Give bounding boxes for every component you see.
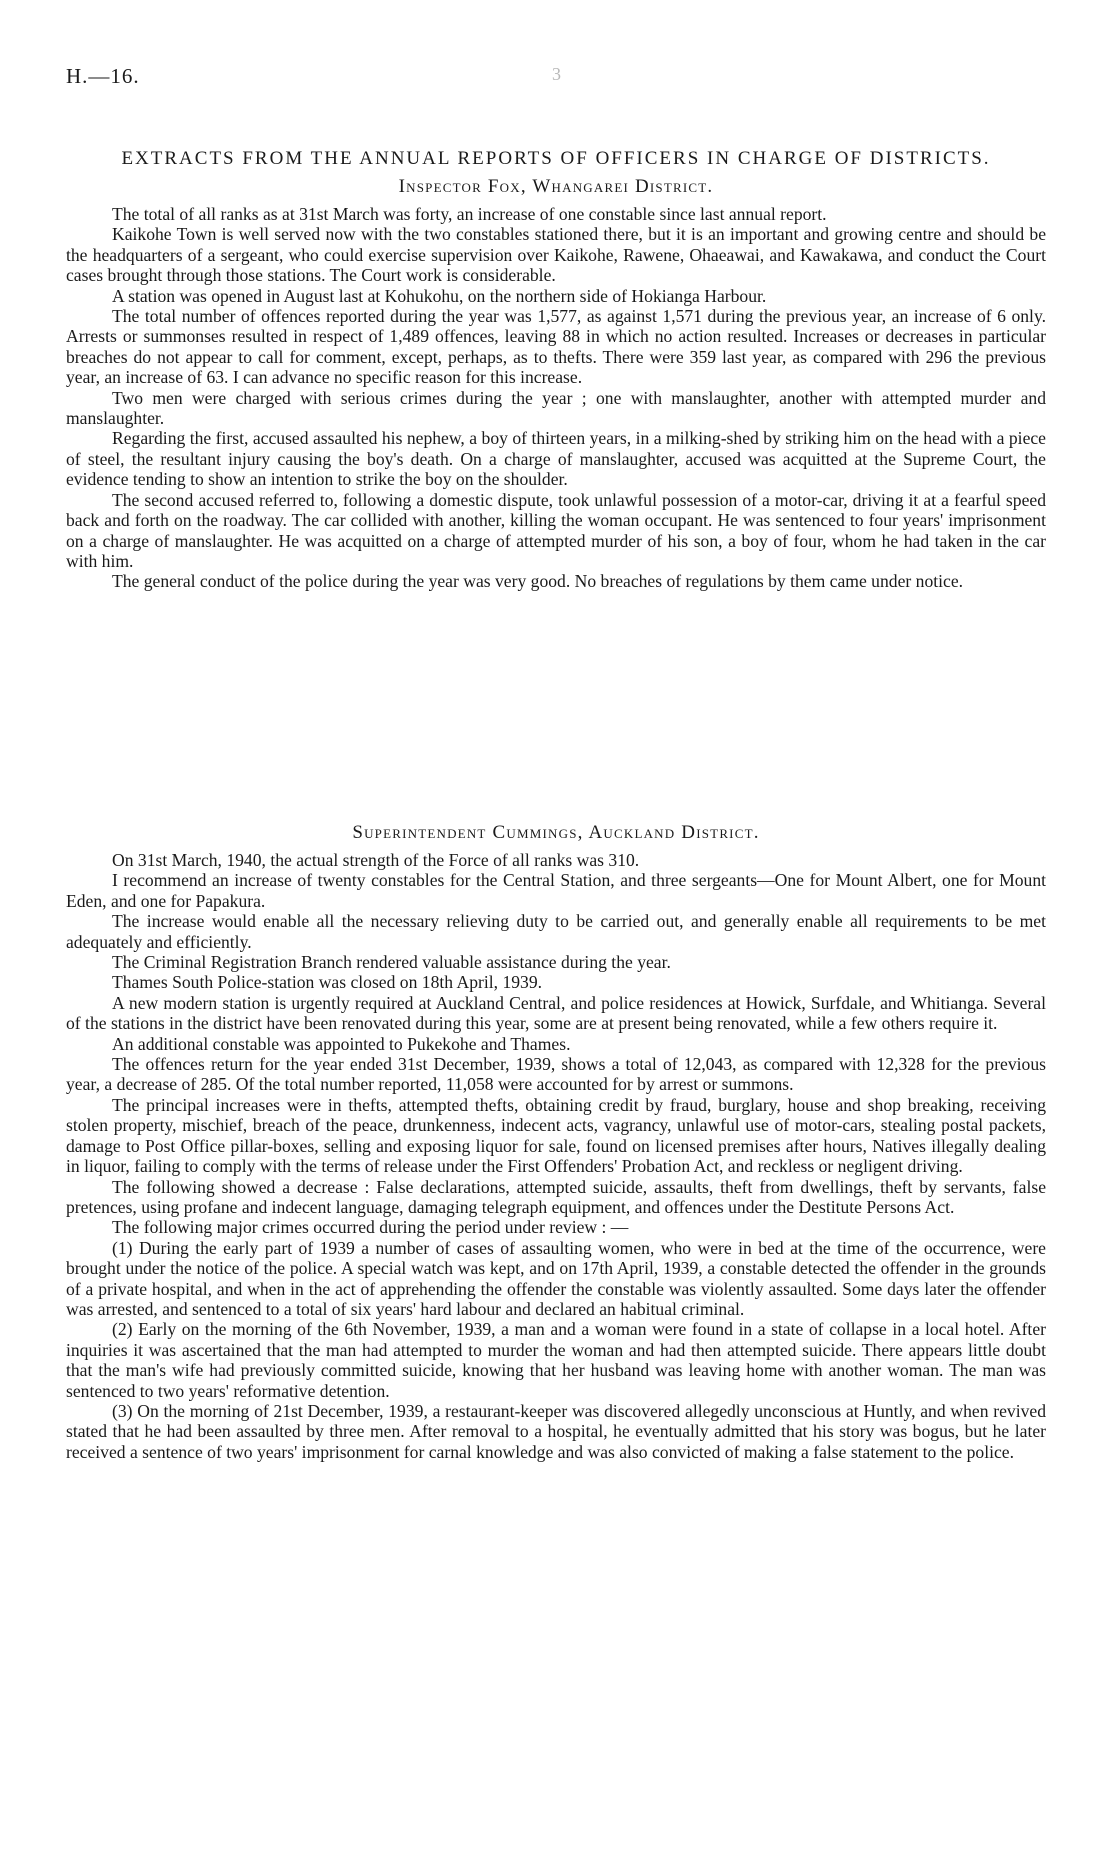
page-number: 3 (552, 64, 561, 84)
section-cummings-auckland (66, 822, 1046, 1462)
paragraph: The general conduct of the police during the year was very good. No breaches of regulations by them came under notice. (112, 571, 964, 592)
paragraph: An additional constable was appointed to Pukekohe and Thames. (112, 1033, 571, 1054)
paragraph: (2) Early on the morning of the 6th November, 1939, a man and a woman were found in a state of collapse in a local hotel. After inquiries it was ascertained that the man had attempted to murder the woman and had then attempted suicide. There appears little doubt that the man's wife had previously committed suicide, knowing that her husband was leaving home with another woman. The man was sentenced to two years' reformative detention. (66, 1319, 1046, 1401)
section-heading: Superintendent Cummings, Auckland District. (352, 822, 760, 843)
page-header (66, 0, 1046, 88)
paragraph: I recommend an increase of twenty constables for the Central Station, and three sergeants—One for Mount Albert, one for Mount Eden, and one for Papakura. (66, 870, 1046, 911)
paragraph: Regarding the first, accused assaulted his nephew, a boy of thirteen years, in a milking-shed by striking him on the head with a piece of steel, the resultant injury causing the boy's death. On a charge of manslaughter, accused was acquitted at the Supreme Court, the evidence tending to show an intention to strike the boy on the shoulder. (66, 428, 1046, 490)
section-heading: Inspector Fox, Whangarei District. (398, 176, 714, 197)
paragraph: The second accused referred to, following a domestic dispute, took unlawful possession of a motor-car, driving it at a fearful speed back and forth on the roadway. The car collided with another, killing the woman occupant. He was sentenced to four years' imprisonment on a charge of manslaughter. He was acquitted on a charge of attempted murder of his son, a boy of four, whom he had taken in the car with him. (66, 489, 1046, 571)
paragraph: A new modern station is urgently required at Auckland Central, and police residences at Howick, Surfdale, and Whitianga. Several of the stations in the district have been renovated during this year, some are at present being renovated, while a few others require it. (66, 992, 1046, 1034)
paragraph: Thames South Police-station was closed on 18th April, 1939. (112, 972, 543, 993)
section-fox-whangarei (66, 176, 1046, 592)
paragraph: Two men were charged with serious crimes during the year ; one with manslaughter, another with attempted murder and manslaughter. (66, 387, 1046, 429)
document-page (66, 0, 1046, 1462)
paragraph: A station was opened in August last at Kohukohu, on the northern side of Hokianga Harbour. (112, 285, 767, 306)
paragraph: The principal increases were in thefts, attempted thefts, obtaining credit by fraud, burglary, house and shop breaking, receiving stolen property, mischief, breach of the peace, drunkenness, indecent acts, vagrancy, unlawful use of motor-cars, stealing postal packets, damage to Post Office pillar-boxes, selling and exposing liquor for sale, found on licensed premises after hours, Natives illegally dealing in liquor, failing to comply with the terms of release under the First Offenders' Probation Act, and reckless or negligent driving. (66, 1094, 1046, 1177)
paragraph: The offences return for the year ended 31st December, 1939, shows a total of 12,043, as compared with 12,328 for the previous year, a decrease of 285. Of the total number reported, 11,058 were accounted for by arrest or summons. (66, 1054, 1046, 1095)
paragraph: The Criminal Registration Branch rendered valuable assistance during the year. (112, 952, 671, 973)
paragraph: (3) On the morning of 21st December, 1939, a restaurant-keeper was discovered allegedly unconscious at Huntly, and when revived stated that he had been assaulted by three men. After removal to a hospital, he eventually admitted that his story was bogus, but he later received a sentence of two years' imprisonment for carnal knowledge and was also convicted of making a false statement to the police. (66, 1400, 1046, 1462)
paragraph: The following showed a decrease : False declarations, attempted suicide, assaults, theft from dwellings, theft by servants, false pretences, using profane and indecent language, damaging telegraph equipment, and offences under the Destitute Persons Act. (66, 1176, 1046, 1217)
paragraph: Kaikohe Town is well served now with the two constables stationed there, but it is an important and growing centre and should be the headquarters of a sergeant, who could exercise supervision over Kaikohe, Rawene, Ohaeawai, and Kawakawa, and conduct the Court cases brought through those stations. The Court work is considerable. (66, 224, 1046, 286)
paragraph: The total of all ranks as at 31st March was forty, an increase of one constable since last annual report. (112, 204, 827, 224)
paragraph: The total number of offences reported during the year was 1,577, as against 1,571 during the previous year, an increase of 6 only. Arrests or summonses resulted in respect of 1,489 offences, leaving 88 in which no action resulted. Increases or decreases in particular breaches do not appear to call for comment, except, perhaps, as to thefts. There were 359 last year, as compared with 296 the previous year, an increase of 63. I can advance no specific reason for this increase. (66, 306, 1046, 388)
paragraph: On 31st March, 1940, the actual strength of the Force of all ranks was 310. (112, 850, 640, 870)
paragraph: The following major crimes occurred during the period under review : — (112, 1217, 629, 1238)
page-reference: H.—16. (66, 64, 140, 88)
document-title: EXTRACTS FROM THE ANNUAL REPORTS OF OFFICERS IN CHARGE OF DISTRICTS. (121, 148, 991, 169)
paragraph: (1) During the early part of 1939 a number of cases of assaulting women, who were in bed at the time of the occurrence, were brought under the notice of the police. A special watch was kept, and on 17th April, 1939, a constable detected the offender in the grounds of a private hospital, and when in the act of apprehending the offender the constable was violently assaulted. Some days later the offender was arrested, and sentenced to a total of six years' hard labour and declared an habitual criminal. (66, 1237, 1046, 1319)
paragraph: The increase would enable all the necessary relieving duty to be carried out, and generally enable all requirements to be met adequately and efficiently. (66, 911, 1046, 952)
